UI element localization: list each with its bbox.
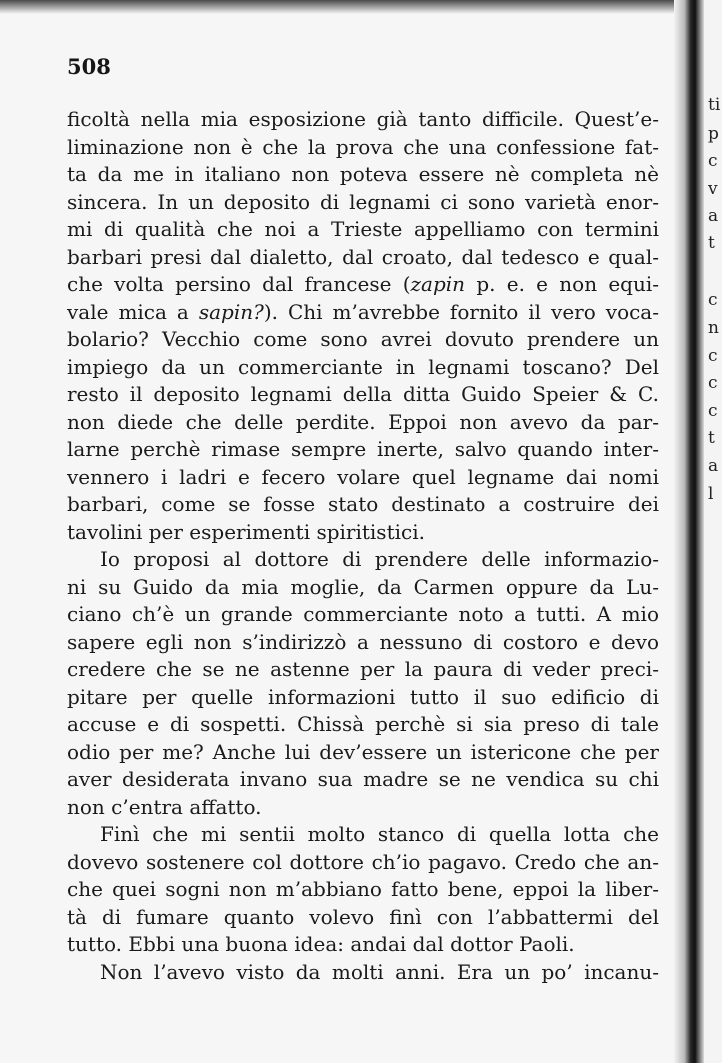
facing-text-fragment: c [708,151,718,171]
text-line: ta da me in italiano non poteva essere nè completa nè [67,162,659,186]
text-line: vale mica a sapin?). Chi m’avrebbe fornito il vero voca- [67,299,659,324]
facing-text-fragment: p [708,124,719,144]
text-line: dovevo sostenere col dottore ch’io pagavo. Credo che an- [67,849,659,874]
text-line: larne perchè rimase sempre inerte, salvo quando inter- [67,437,659,461]
text-line: bolario? Vecchio come sono avrei dovuto prendere un [67,327,659,351]
text-line: Non l’avevo visto da molti anni. Era un po’ incanu- [100,959,659,984]
text-line: aver desiderata invano sua madre se ne vendica su chi [67,767,659,791]
facing-text-fragment: v [708,179,718,199]
facing-text-fragment: c [708,346,718,366]
book-gutter [674,0,704,1063]
text-line: tavolini per esperimenti spiritistici. [67,519,425,544]
text-line: ni su Guido da mia moglie, da Carmen oppure da Lu- [67,574,659,599]
text-line: che volta persino dal francese (zapin p. e. e non equi- [67,272,660,296]
text-line: sincera. In un deposito di legnami ci sono varietà enor- [67,189,659,214]
text-line: mi di qualità che noi a Trieste appelliamo con termini [67,217,659,241]
text-line: non c’entra affatto. [67,794,262,819]
text-line: non diede che delle perdite. Eppoi non avevo da par- [67,409,659,434]
text-line: tà di fumare quanto volevo finì con l’abbattermi del [67,904,659,929]
facing-text-fragment: ti [708,95,721,115]
text-line: tutto. Ebbi una buona idea: andai dal dottor Paoli. [67,932,575,956]
facing-page-edge [704,0,722,1063]
text-line: ficoltà nella mia esposizione già tanto difficile. Quest’e- [67,107,659,131]
facing-text-fragment: c [708,373,718,393]
text-line: barbari, come se fosse stato destinato a costruire dei [67,492,659,516]
facing-text-fragment: t [708,233,715,253]
text-line: ciano ch’è un grande commerciante noto a tutti. A mio [67,602,659,626]
facing-text-fragment: l [708,484,714,504]
top-edge-shadow [0,0,690,14]
text-line: Finì che mi sentii molto stanco di quella lotta che [100,822,659,846]
text-line: credere che se ne astenne per la paura di veder preci- [67,657,659,681]
text-line: odio per me? Anche lui dev’essere un istericone che per [67,739,659,764]
facing-text-fragment: n [708,318,719,338]
text-line: resto il deposito legnami della ditta Guido Speier & C. [67,382,659,406]
facing-text-fragment: c [708,401,718,421]
text-line: accuse e di sospetti. Chissà perchè si sia preso di tale [67,712,659,736]
text-line: sapere egli non s’indirizzò a nessuno di costoro e devo [67,629,659,654]
facing-text-fragment: a [708,206,719,226]
text-line: impiego da un commerciante in legnami toscano? Del [67,354,659,379]
body-text [67,106,659,986]
facing-text-fragment: a [708,456,719,476]
facing-text-fragment: t [708,428,715,448]
text-line: vennero i ladri e fecero volare quel legname dai nomi [67,464,659,489]
text-line: pitare per quelle informazioni tutto il suo edificio di [67,684,659,709]
facing-text-fragment: c [708,290,718,310]
page-number: 508 [67,54,111,79]
text-line: liminazione non è che la prova che una confessione fat- [67,134,659,159]
text-line: barbari presi dal dialetto, dal croato, dal tedesco e qual- [67,244,659,269]
text-line: Io proposi al dottore di prendere delle informazio- [100,547,659,571]
text-line: che quei sogni non m’abbiano fatto bene, eppoi la liber- [67,877,659,901]
